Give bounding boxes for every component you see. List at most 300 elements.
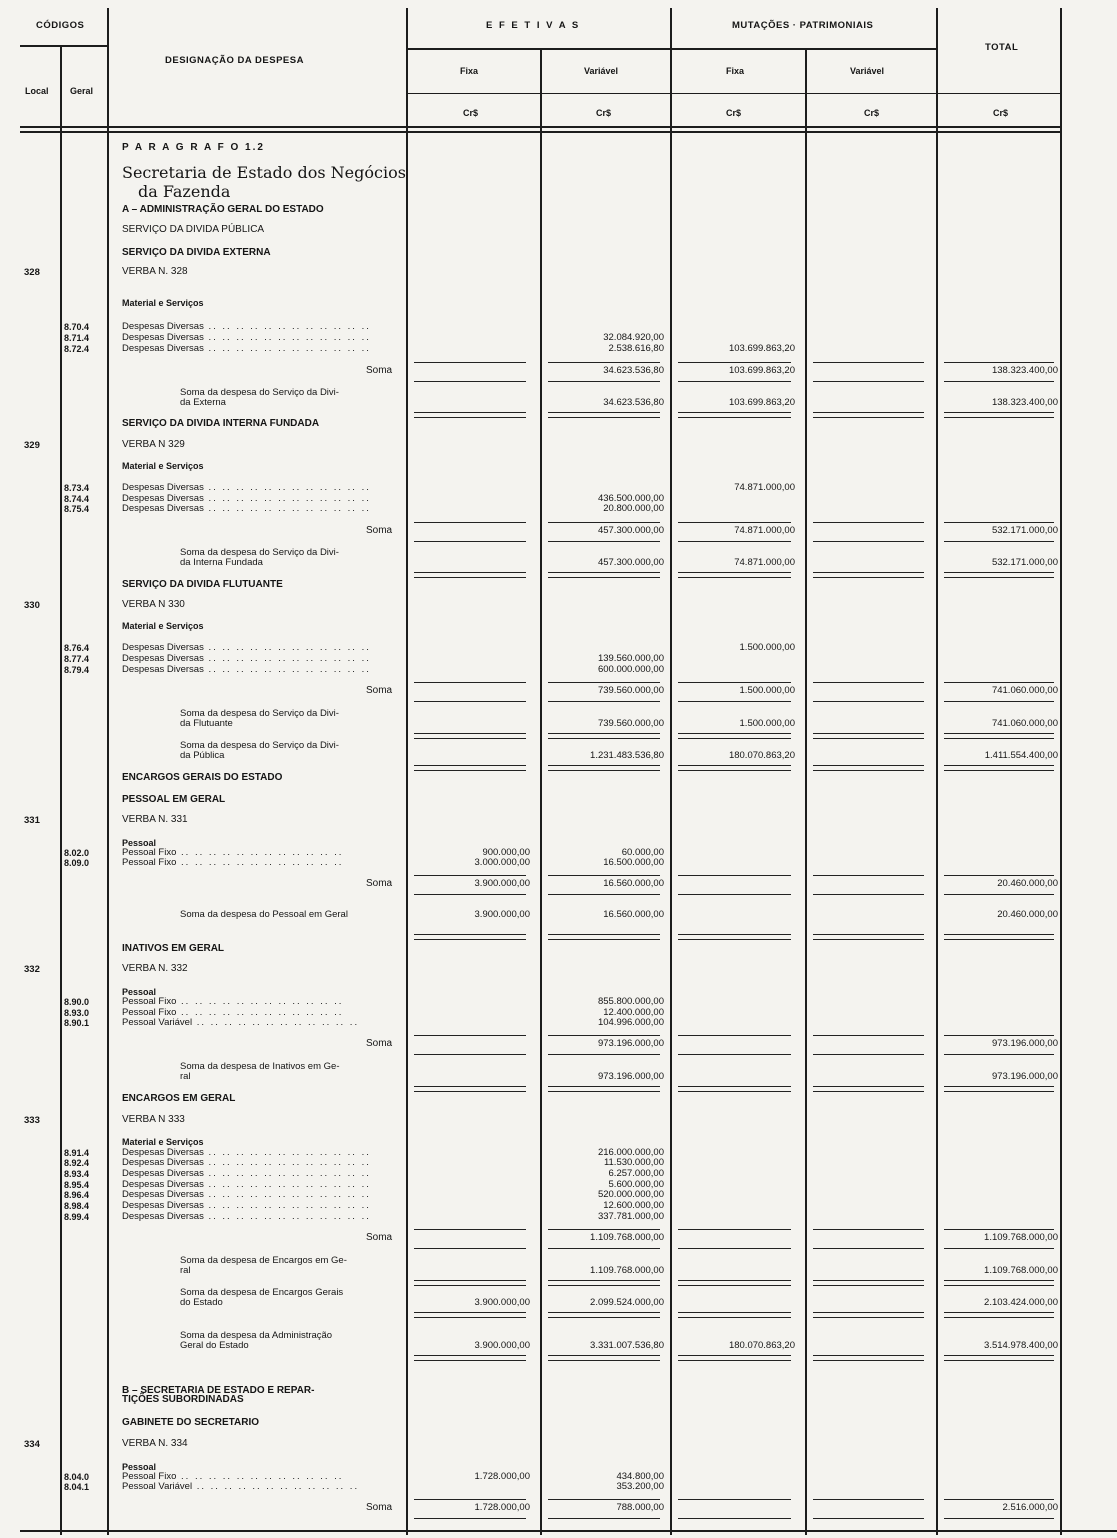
double-rule xyxy=(548,412,660,418)
soma-label: Soma xyxy=(366,1502,393,1513)
double-rule xyxy=(678,572,791,578)
amount-total: 2.516.000,00 xyxy=(1002,1502,1058,1513)
leader-dots: .. .. .. .. .. .. .. .. .. .. .. .. xyxy=(192,1017,360,1028)
subtotal-label: Soma da despesa de Encargos Gerais xyxy=(180,1287,344,1298)
verba-label: VERBA N. 328 xyxy=(122,266,188,277)
double-rule xyxy=(414,572,526,578)
soma-rule xyxy=(678,1518,791,1519)
double-rule xyxy=(414,412,526,418)
expense-item: Pessoal Fixo .. .. .. .. .. .. .. .. .. .. .. .. xyxy=(122,847,344,858)
amount-var: 520.000.000,00 xyxy=(597,1189,664,1200)
soma-rule xyxy=(813,894,924,895)
header-mut-variavel: Variável xyxy=(850,66,885,76)
amount-fix: 1.728.000,00 xyxy=(474,1471,530,1482)
expense-item: Despesas Diversas .. .. .. .. .. .. .. .. .. .. .. .. xyxy=(122,642,371,653)
underline-rule xyxy=(678,1499,791,1500)
double-rule xyxy=(414,934,526,940)
expense-item: Despesas Diversas .. .. .. .. .. .. .. .. .. .. .. .. xyxy=(122,332,371,343)
geral-code: 8.96.4 xyxy=(64,1190,90,1200)
geral-code: 8.79.4 xyxy=(64,665,90,675)
geral-code: 8.76.4 xyxy=(64,643,90,653)
group-heading: INATIVOS EM GERAL xyxy=(122,943,225,954)
header-total: TOTAL xyxy=(985,42,1019,53)
soma-rule xyxy=(678,894,791,895)
group-heading: SERVIÇO DA DIVIDA INTERNA FUNDADA xyxy=(122,418,320,429)
soma-rule xyxy=(548,381,660,382)
soma-label: Soma xyxy=(366,685,393,696)
soma-rule xyxy=(944,1248,1054,1249)
geral-code: 8.93.4 xyxy=(64,1169,90,1179)
double-rule xyxy=(813,1355,924,1361)
double-rule xyxy=(678,765,791,771)
underline-rule xyxy=(944,1035,1054,1036)
underline-rule xyxy=(678,1229,791,1230)
soma-rule xyxy=(548,894,660,895)
amount-total: 138.323.400,00 xyxy=(991,365,1058,376)
double-rule xyxy=(414,733,526,739)
soma-rule xyxy=(414,701,526,702)
verba-label: VERBA N 330 xyxy=(122,599,185,610)
geral-code: 8.04.0 xyxy=(64,1472,90,1482)
soma-label: Soma xyxy=(366,1038,393,1049)
amount-var: 973.196.000,00 xyxy=(597,1071,664,1082)
local-code: 328 xyxy=(24,267,40,278)
amount-var: 1.109.768.000,00 xyxy=(590,1265,664,1276)
geral-code: 8.98.4 xyxy=(64,1201,90,1211)
header-designacao: DESIGNAÇÃO DA DESPESA xyxy=(165,55,304,66)
underline-rule xyxy=(944,875,1054,876)
amount-var: 12.400.000,00 xyxy=(603,1007,664,1018)
header-fixa: Fixa xyxy=(460,66,479,76)
leader-dots: .. .. .. .. .. .. .. .. .. .. .. .. xyxy=(203,1200,371,1211)
soma-rule xyxy=(944,1054,1054,1055)
underline-rule xyxy=(414,875,526,876)
geral-code: 8.74.4 xyxy=(64,494,90,504)
leader-dots: .. .. .. .. .. .. .. .. .. .. .. .. xyxy=(203,1189,371,1200)
amount-var: 353.200,00 xyxy=(616,1481,664,1492)
header-efetivas: E F E T I V A S xyxy=(486,20,581,31)
amount-var: 3.331.007.536,80 xyxy=(590,1340,664,1351)
expense-item: Pessoal Fixo .. .. .. .. .. .. .. .. .. .. .. .. xyxy=(122,1471,344,1482)
double-rule xyxy=(944,412,1054,418)
double-rule xyxy=(813,1312,924,1318)
double-rule xyxy=(813,1280,924,1286)
local-code: 333 xyxy=(24,1115,40,1126)
soma-label: Soma xyxy=(366,1232,393,1243)
leader-dots: .. .. .. .. .. .. .. .. .. .. .. .. xyxy=(203,503,371,514)
group-heading-cont: TIÇÕES SUBORDINADAS xyxy=(122,1394,244,1405)
verba-label: VERBA N. 331 xyxy=(122,814,188,825)
header-local: Local xyxy=(25,86,49,96)
amount-mfix: 74.871.000,00 xyxy=(734,557,795,568)
amount-total: 138.323.400,00 xyxy=(991,397,1058,408)
rule-efet-mut xyxy=(670,8,672,1535)
underline-rule xyxy=(414,362,526,363)
soma-rule xyxy=(414,381,526,382)
double-rule xyxy=(678,934,791,940)
amount-var: 1.109.768.000,00 xyxy=(590,1232,664,1243)
double-rule xyxy=(944,572,1054,578)
expense-item: Despesas Diversas .. .. .. .. .. .. .. .. .. .. .. .. xyxy=(122,1179,371,1190)
double-rule xyxy=(944,934,1054,940)
leader-dots: .. .. .. .. .. .. .. .. .. .. .. .. xyxy=(203,343,371,354)
local-code: 334 xyxy=(24,1439,40,1450)
expense-item: Despesas Diversas .. .. .. .. .. .. .. .. .. .. .. .. xyxy=(122,653,371,664)
expense-item: Despesas Diversas .. .. .. .. .. .. .. .. .. .. .. .. xyxy=(122,493,371,504)
subtotal-label: Soma da despesa do Serviço da Divi- xyxy=(180,740,339,751)
amount-fix: 1.728.000,00 xyxy=(474,1502,530,1513)
group-heading: PESSOAL EM GERAL xyxy=(122,794,226,805)
leader-dots: .. .. .. .. .. .. .. .. .. .. .. .. xyxy=(176,1007,344,1018)
geral-code: 8.72.4 xyxy=(64,344,90,354)
amount-mfix: 103.699.863,20 xyxy=(728,343,795,354)
geral-code: 8.90.0 xyxy=(64,997,90,1007)
geral-code: 8.02.0 xyxy=(64,848,90,858)
expense-item: Despesas Diversas .. .. .. .. .. .. .. .. .. .. .. .. xyxy=(122,343,371,354)
amount-total: 20.460.000,00 xyxy=(997,909,1058,920)
amount-var: 436.500.000,00 xyxy=(597,493,664,504)
geral-code: 8.75.4 xyxy=(64,504,90,514)
geral-code: 8.70.4 xyxy=(64,322,90,332)
amount-var: 1.231.483.536,80 xyxy=(590,750,664,761)
amount-fix: 3.000.000,00 xyxy=(474,857,530,868)
amount-var: 600.000.000,00 xyxy=(597,664,664,675)
category-label: Material e Serviços xyxy=(122,298,204,308)
leader-dots: .. .. .. .. .. .. .. .. .. .. .. .. xyxy=(203,1211,371,1222)
header-mut-fixa: Fixa xyxy=(726,66,745,76)
amount-var: 20.800.000,00 xyxy=(603,503,664,514)
amount-mfix: 103.699.863,20 xyxy=(728,397,795,408)
local-code: 330 xyxy=(24,600,40,611)
underline-rule xyxy=(944,682,1054,683)
rule-mfix-mvar xyxy=(805,48,807,1535)
header-bottom-rule-2 xyxy=(20,131,1060,133)
soma-rule xyxy=(678,701,791,702)
subtotal-label: Soma da despesa de Encargos em Ge- xyxy=(180,1255,347,1266)
geral-code: 8.92.4 xyxy=(64,1158,90,1168)
double-rule xyxy=(944,1086,1054,1092)
underline-rule xyxy=(944,362,1054,363)
underline-rule xyxy=(813,1035,924,1036)
double-rule xyxy=(548,572,660,578)
amount-var: 104.996.000,00 xyxy=(597,1017,664,1028)
subtotal-label-cont: do Estado xyxy=(180,1297,223,1308)
verba-label: VERBA N. 334 xyxy=(122,1438,188,1449)
amount-var: 5.600.000,00 xyxy=(608,1179,664,1190)
expense-item: Pessoal Variável .. .. .. .. .. .. .. .. .. .. .. .. xyxy=(122,1017,360,1028)
underline-rule xyxy=(678,522,791,523)
double-rule xyxy=(678,1280,791,1286)
subtotal-label: Soma da despesa de Inativos em Ge- xyxy=(180,1061,340,1072)
header-geral: Geral xyxy=(70,86,94,96)
rule-fixa-var xyxy=(540,48,542,1535)
double-rule xyxy=(414,765,526,771)
underline-rule xyxy=(548,682,660,683)
leader-dots: .. .. .. .. .. .. .. .. .. .. .. .. xyxy=(192,1481,360,1492)
soma-rule xyxy=(678,1248,791,1249)
soma-rule xyxy=(813,541,924,542)
underline-rule xyxy=(813,875,924,876)
soma-rule xyxy=(813,1248,924,1249)
category-label: Pessoal xyxy=(122,987,157,997)
amount-mfix: 1.500.000,00 xyxy=(739,718,795,729)
underline-rule xyxy=(414,682,526,683)
soma-rule xyxy=(678,1054,791,1055)
amount-var: 337.781.000,00 xyxy=(597,1211,664,1222)
geral-code: 8.93.0 xyxy=(64,1008,90,1018)
expense-item: Despesas Diversas .. .. .. .. .. .. .. .. .. .. .. .. xyxy=(122,664,371,675)
geral-code: 8.95.4 xyxy=(64,1180,90,1190)
category-label: Material e Serviços xyxy=(122,621,204,631)
amount-var: 60.000,00 xyxy=(621,847,664,858)
local-code: 329 xyxy=(24,440,40,451)
amount-var: 139.560.000,00 xyxy=(597,653,664,664)
underline-rule xyxy=(813,1229,924,1230)
amount-var: 32.084.920,00 xyxy=(603,332,664,343)
amount-var: 739.560.000,00 xyxy=(597,685,664,696)
leader-dots: .. .. .. .. .. .. .. .. .. .. .. .. xyxy=(203,332,371,343)
expense-item: Despesas Diversas .. .. .. .. .. .. .. .. .. .. .. .. xyxy=(122,1189,371,1200)
double-rule xyxy=(944,1355,1054,1361)
leader-dots: .. .. .. .. .. .. .. .. .. .. .. .. xyxy=(203,1157,371,1168)
underline-rule xyxy=(548,1035,660,1036)
double-rule xyxy=(678,1355,791,1361)
amount-mfix: 1.500.000,00 xyxy=(739,642,795,653)
amount-total: 532.171.000,00 xyxy=(991,557,1058,568)
category-label: Material e Serviços xyxy=(122,461,204,471)
underline-rule xyxy=(414,1229,526,1230)
amount-var: 12.600.000,00 xyxy=(603,1200,664,1211)
expense-item: Despesas Diversas .. .. .. .. .. .. .. .. .. .. .. .. xyxy=(122,503,371,514)
double-rule xyxy=(548,733,660,739)
section-heading-cont: da Fazenda xyxy=(138,182,231,201)
leader-dots: .. .. .. .. .. .. .. .. .. .. .. .. xyxy=(203,1147,371,1158)
double-rule xyxy=(414,1355,526,1361)
local-code: 331 xyxy=(24,815,40,826)
underline-rule xyxy=(678,362,791,363)
currency-mut-variavel: Cr$ xyxy=(864,108,880,118)
double-rule xyxy=(414,1312,526,1318)
group-heading: B – SECRETARIA DE ESTADO E REPAR- xyxy=(122,1385,315,1396)
geral-code: 8.71.4 xyxy=(64,333,90,343)
group-heading: ENCARGOS EM GERAL xyxy=(122,1093,236,1104)
amount-var: 434.800,00 xyxy=(616,1471,664,1482)
amount-fix: 3.900.000,00 xyxy=(474,878,530,889)
underline-rule xyxy=(414,522,526,523)
group-heading: SERVIÇO DA DIVIDA EXTERNA xyxy=(122,247,271,258)
double-rule xyxy=(813,733,924,739)
expense-item: Despesas Diversas .. .. .. .. .. .. .. .. .. .. .. .. xyxy=(122,1200,371,1211)
rule-geral-desc xyxy=(107,8,109,1535)
double-rule xyxy=(414,1086,526,1092)
soma-label: Soma xyxy=(366,365,393,376)
double-rule xyxy=(678,1086,791,1092)
leader-dots: .. .. .. .. .. .. .. .. .. .. .. .. xyxy=(176,847,344,858)
subtotal-label-cont: ral xyxy=(180,1265,191,1276)
amount-mfix: 180.070.863,20 xyxy=(728,1340,795,1351)
soma-rule xyxy=(944,381,1054,382)
expense-item: Despesas Diversas .. .. .. .. .. .. .. .. .. .. .. .. xyxy=(122,1157,371,1168)
amount-var: 34.623.536,80 xyxy=(603,365,664,376)
expense-item: Despesas Diversas .. .. .. .. .. .. .. .. .. .. .. .. xyxy=(122,1211,371,1222)
amount-var: 2.099.524.000,00 xyxy=(590,1297,664,1308)
leader-dots: .. .. .. .. .. .. .. .. .. .. .. .. xyxy=(203,1168,371,1179)
currency-fixa: Cr$ xyxy=(463,108,479,118)
amount-var: 6.257.000,00 xyxy=(608,1168,664,1179)
header-mutacoes: MUTAÇÕES · PATRIMONIAIS xyxy=(732,20,874,31)
soma-rule xyxy=(548,1054,660,1055)
amount-var: 34.623.536,80 xyxy=(603,397,664,408)
group-heading: GABINETE DO SECRETARIO xyxy=(122,1417,260,1428)
currency-total: Cr$ xyxy=(993,108,1009,118)
soma-rule xyxy=(944,894,1054,895)
double-rule xyxy=(548,934,660,940)
header-rule-cr xyxy=(406,93,1060,94)
amount-fix: 900.000,00 xyxy=(482,847,530,858)
leader-dots: .. .. .. .. .. .. .. .. .. .. .. .. xyxy=(176,1471,344,1482)
soma-rule xyxy=(414,894,526,895)
double-rule xyxy=(944,765,1054,771)
amount-var: 973.196.000,00 xyxy=(597,1038,664,1049)
double-rule xyxy=(944,1312,1054,1318)
soma-rule xyxy=(548,1248,660,1249)
underline-rule xyxy=(548,1499,660,1500)
amount-mfix: 1.500.000,00 xyxy=(739,685,795,696)
amount-total: 20.460.000,00 xyxy=(997,878,1058,889)
amount-total: 532.171.000,00 xyxy=(991,525,1058,536)
amount-var: 16.500.000,00 xyxy=(603,857,664,868)
soma-rule xyxy=(414,1054,526,1055)
expense-item: Despesas Diversas .. .. .. .. .. .. .. .. .. .. .. .. xyxy=(122,482,371,493)
underline-rule xyxy=(414,1035,526,1036)
verba-label: SERVIÇO DA DIVIDA PÚBLICA xyxy=(122,224,265,235)
amount-fix: 3.900.000,00 xyxy=(474,1340,530,1351)
verba-label: VERBA N 333 xyxy=(122,1114,185,1125)
double-rule xyxy=(678,1312,791,1318)
double-rule xyxy=(813,412,924,418)
double-rule xyxy=(813,1086,924,1092)
section-heading: Secretaria de Estado dos Negócios xyxy=(122,163,406,182)
geral-code: 8.09.0 xyxy=(64,858,90,868)
double-rule xyxy=(548,1355,660,1361)
soma-rule xyxy=(414,1518,526,1519)
amount-var: 2.538.616,80 xyxy=(608,343,664,354)
leader-dots: .. .. .. .. .. .. .. .. .. .. .. .. xyxy=(176,996,344,1007)
double-rule xyxy=(944,733,1054,739)
geral-code: 8.99.4 xyxy=(64,1212,90,1222)
soma-rule xyxy=(548,701,660,702)
subtotal-label: Soma da despesa da Administração xyxy=(180,1330,333,1341)
amount-mfix: 180.070.863,20 xyxy=(728,750,795,761)
underline-rule xyxy=(678,682,791,683)
subtotal-label-cont: da Interna Fundada xyxy=(180,557,263,568)
leader-dots: .. .. .. .. .. .. .. .. .. .. .. .. xyxy=(203,482,371,493)
subtotal-label-cont: da Pública xyxy=(180,750,225,761)
amount-total: 741.060.000,00 xyxy=(991,718,1058,729)
underline-rule xyxy=(548,875,660,876)
amount-var: 16.560.000,00 xyxy=(603,909,664,920)
amount-var: 457.300.000,00 xyxy=(597,557,664,568)
double-rule xyxy=(813,765,924,771)
geral-code: 8.90.1 xyxy=(64,1018,90,1028)
subtotal-label-cont: da Flutuante xyxy=(180,718,233,729)
verba-label: VERBA N 329 xyxy=(122,439,185,450)
amount-var: 16.560.000,00 xyxy=(603,878,664,889)
subtotal-label-cont: da Externa xyxy=(180,397,226,408)
double-rule xyxy=(548,1086,660,1092)
double-rule xyxy=(548,1280,660,1286)
amount-var: 457.300.000,00 xyxy=(597,525,664,536)
double-rule xyxy=(944,1280,1054,1286)
soma-rule xyxy=(414,541,526,542)
double-rule xyxy=(414,1280,526,1286)
amount-total: 3.514.978.400,00 xyxy=(984,1340,1058,1351)
leader-dots: .. .. .. .. .. .. .. .. .. .. .. .. xyxy=(203,642,371,653)
soma-rule xyxy=(548,1518,660,1519)
header-codigos: CÓDIGOS xyxy=(36,20,85,31)
amount-total: 973.196.000,00 xyxy=(991,1071,1058,1082)
amount-fix: 3.900.000,00 xyxy=(474,1297,530,1308)
underline-rule xyxy=(944,1499,1054,1500)
leader-dots: .. .. .. .. .. .. .. .. .. .. .. .. xyxy=(203,493,371,504)
header-rule-subcols xyxy=(406,48,936,50)
expense-item: Pessoal Variável .. .. .. .. .. .. .. .. .. .. .. .. xyxy=(122,1481,360,1492)
leader-dots: .. .. .. .. .. .. .. .. .. .. .. .. xyxy=(203,653,371,664)
soma-rule xyxy=(813,1518,924,1519)
soma-rule xyxy=(813,701,924,702)
double-rule xyxy=(813,572,924,578)
underline-rule xyxy=(548,362,660,363)
amount-mfix: 74.871.000,00 xyxy=(734,482,795,493)
expense-item: Pessoal Fixo .. .. .. .. .. .. .. .. .. .. .. .. xyxy=(122,1007,344,1018)
subtotal-label-cont: ral xyxy=(180,1071,191,1082)
soma-rule xyxy=(813,381,924,382)
amount-total: 1.109.768.000,00 xyxy=(984,1232,1058,1243)
group-heading: SERVIÇO DA DIVIDA FLUTUANTE xyxy=(122,579,283,590)
soma-label: Soma xyxy=(366,525,393,536)
amount-var: 216.000.000,00 xyxy=(597,1147,664,1158)
geral-code: 8.04.1 xyxy=(64,1482,90,1492)
amount-mfix: 103.699.863,20 xyxy=(728,365,795,376)
soma-rule xyxy=(944,701,1054,702)
leader-dots: .. .. .. .. .. .. .. .. .. .. .. .. xyxy=(176,857,344,868)
amount-total: 1.109.768.000,00 xyxy=(984,1265,1058,1276)
geral-code: 8.73.4 xyxy=(64,483,90,493)
header-rule-codigos xyxy=(20,45,107,47)
amount-total: 2.103.424.000,00 xyxy=(984,1297,1058,1308)
underline-rule xyxy=(813,682,924,683)
amount-var: 855.800.000,00 xyxy=(597,996,664,1007)
soma-label: Soma xyxy=(366,878,393,889)
header-bottom-rule-1 xyxy=(20,126,1060,128)
underline-rule xyxy=(813,522,924,523)
amount-mfix: 74.871.000,00 xyxy=(734,525,795,536)
group-heading: ENCARGOS GERAIS DO ESTADO xyxy=(122,772,283,783)
double-rule xyxy=(678,412,791,418)
category-label: Pessoal xyxy=(122,838,157,848)
leader-dots: .. .. .. .. .. .. .. .. .. .. .. .. xyxy=(203,321,371,332)
expense-item: Pessoal Fixo .. .. .. .. .. .. .. .. .. .. .. .. xyxy=(122,857,344,868)
amount-var: 11.530.000,00 xyxy=(603,1157,664,1168)
leader-dots: .. .. .. .. .. .. .. .. .. .. .. .. xyxy=(203,664,371,675)
double-rule xyxy=(548,1312,660,1318)
subtotal-label-cont: Geral do Estado xyxy=(180,1340,249,1351)
underline-rule xyxy=(678,1035,791,1036)
subtotal-label: Soma da despesa do Serviço da Divi- xyxy=(180,547,339,558)
subtotal-label: Soma da despesa do Pessoal em Geral xyxy=(180,909,348,920)
header-variavel: Variável xyxy=(584,66,619,76)
verba-label: VERBA N. 332 xyxy=(122,963,188,974)
